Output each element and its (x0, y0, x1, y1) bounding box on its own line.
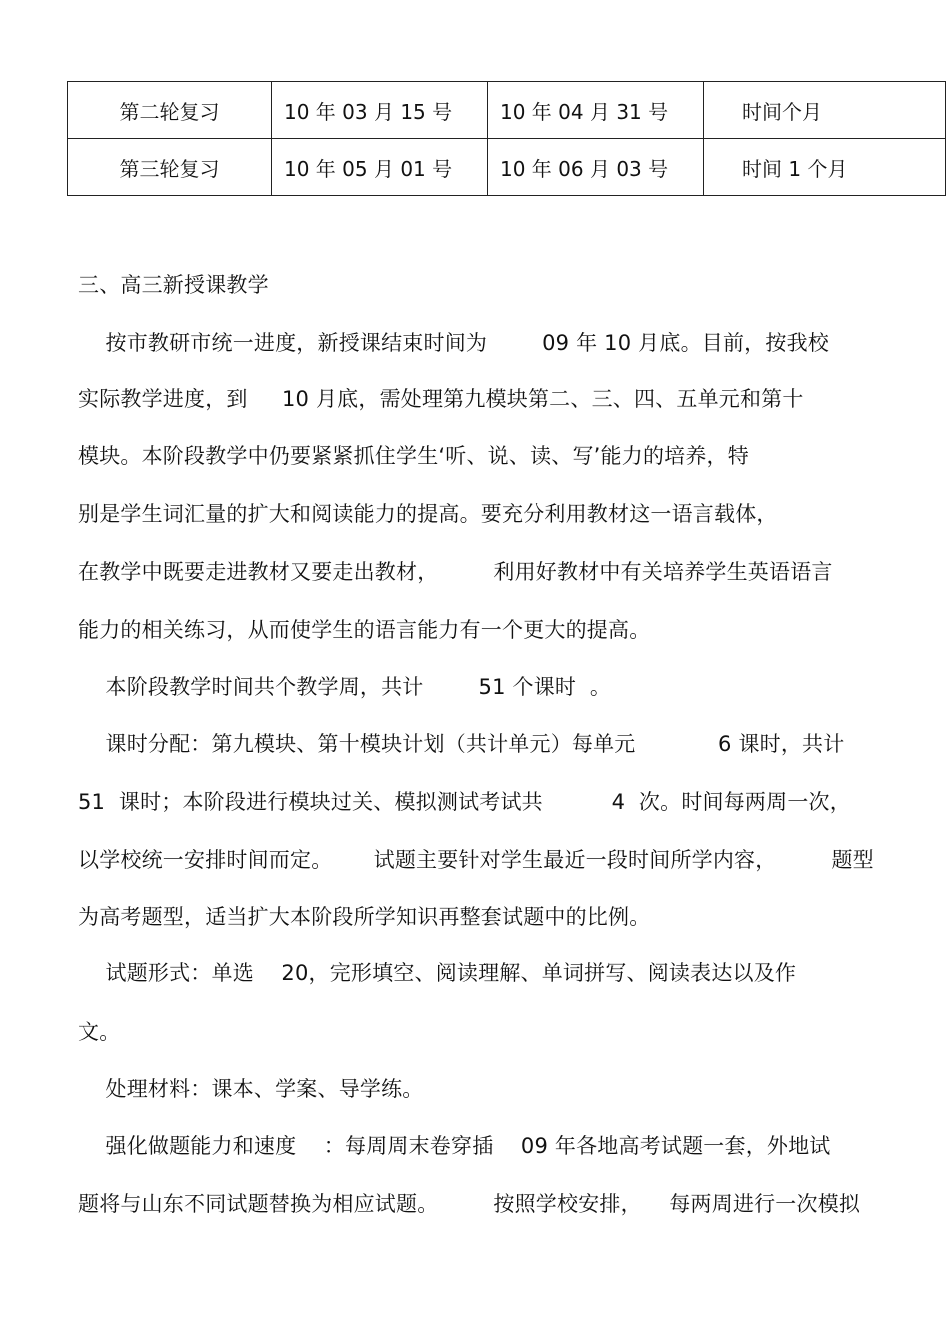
table-cell: 时间个月 (704, 82, 946, 139)
body-line: 试题形式：单选 20，完形填空、阅读理解、单词拼写、阅读表达以及作 (78, 961, 797, 985)
table-cell: 10 年 05 月 01 号 (272, 139, 488, 196)
body-line: 在教学中既要走进教材又要走出教材， 利用好教材中有关培养学生英语语言 (78, 560, 833, 584)
body-line: 51 课时；本阶段进行模块过关、模拟测试考试共 4 次。时间每两周一次， (78, 790, 851, 814)
review-schedule-table (67, 81, 946, 196)
body-line: 为高考题型，适当扩大本阶段所学知识再整套试题中的比例。 (78, 905, 651, 929)
body-line: 能力的相关练习，从而使学生的语言能力有一个更大的提高。 (78, 618, 651, 642)
table-row (68, 139, 946, 196)
section-heading: 三、高三新授课教学 (78, 273, 269, 297)
body-line: 按市教研市统一进度，新授课结束时间为 09 年 10 月底。目前，按我校 (78, 331, 829, 355)
body-line: 别是学生词汇量的扩大和阅读能力的提高。要充分利用教材这一语言载体， (78, 502, 778, 526)
body-line: 题将与山东不同试题替换为相应试题。 按照学校安排， 每两周进行一次模拟 (78, 1192, 861, 1216)
table-cell: 时间 1 个月 (704, 139, 946, 196)
table-cell: 第三轮复习 (68, 139, 272, 196)
body-line: 强化做题能力和速度 ：每周周末卷穿插 09 年各地高考试题一套，外地试 (78, 1134, 831, 1158)
body-line: 课时分配：第九模块、第十模块计划（共计单元）每单元 6 课时，共计 (78, 732, 845, 756)
body-line: 处理材料：课本、学案、导学练。 (78, 1077, 424, 1101)
body-line: 本阶段教学时间共个教学周，共计 51 个课时 。 (78, 675, 612, 699)
body-line: 文。 (78, 1020, 121, 1044)
table-row (68, 82, 946, 139)
table-cell: 10 年 06 月 03 号 (488, 139, 704, 196)
table-cell: 10 年 03 月 15 号 (272, 82, 488, 139)
body-line: 以学校统一安排时间而定。 试题主要针对学生最近一段时间所学内容， 题型 (78, 848, 874, 872)
table-cell: 10 年 04 月 31 号 (488, 82, 704, 139)
body-line: 实际教学进度，到 10 月底，需处理第九模块第二、三、四、五单元和第十 (78, 387, 804, 411)
body-line: 模块。本阶段教学中仍要紧紧抓住学生‘听、说、读、写’能力的培养，特 (78, 444, 749, 468)
table-cell: 第二轮复习 (68, 82, 272, 139)
